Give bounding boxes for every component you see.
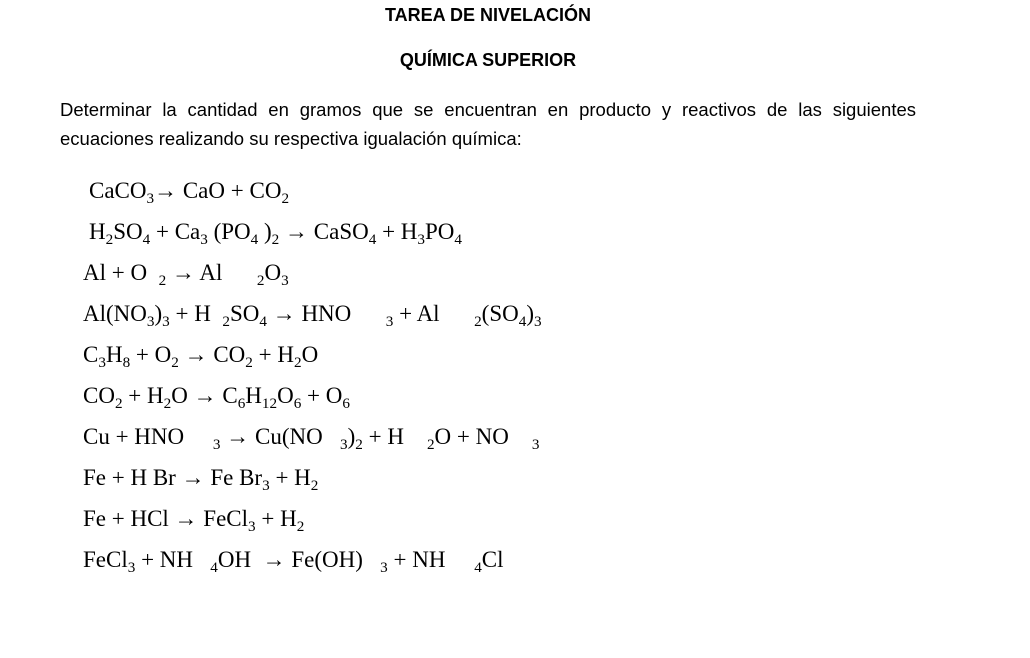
equation-text: SO: [113, 219, 143, 244]
equation-text: + H: [252, 342, 294, 367]
subscript: 6: [293, 394, 302, 412]
subscript: 4: [474, 558, 482, 576]
equation-text: + H: [255, 506, 297, 531]
subscript: 2: [245, 353, 253, 371]
subscript: 3: [281, 271, 289, 289]
subscript: 3: [127, 558, 136, 576]
subscript: 2: [158, 271, 167, 289]
equation-line: [83, 416, 542, 457]
equation-line: [83, 252, 542, 293]
equation-list: [83, 170, 542, 580]
subscript: 2: [296, 517, 305, 535]
subscript: 3: [380, 558, 388, 576]
subscript: 2: [426, 435, 435, 453]
subscript: 4: [518, 312, 527, 330]
subscript: 6: [237, 394, 246, 412]
equation-text: ): [258, 219, 272, 244]
equation-line: [83, 457, 542, 498]
subscript: 3: [385, 312, 394, 330]
equation-text: ): [526, 301, 534, 326]
subscript: 2: [293, 353, 302, 371]
equation-text: CaCO: [89, 178, 147, 203]
subscript: 2: [474, 312, 482, 330]
subscript: 12: [261, 394, 278, 412]
subscript: 3: [531, 435, 540, 453]
equation-text: C: [83, 342, 99, 367]
subscript: 4: [250, 230, 259, 248]
subscript: 3: [200, 230, 208, 248]
subscript: 3: [262, 476, 270, 494]
subscript: 3: [146, 189, 155, 207]
equation-text: + H: [169, 301, 223, 326]
document-subtitle: QUÍMICA SUPERIOR: [399, 50, 577, 70]
equation-text: Cu + HNO: [83, 424, 213, 449]
subscript: 2: [310, 476, 319, 494]
equation-text: + NH: [387, 547, 475, 572]
subscript: 4: [259, 312, 267, 330]
subscript: 3: [534, 312, 542, 330]
equation-text: OH → Fe(OH): [217, 547, 381, 572]
subscript: 2: [256, 271, 265, 289]
equation-text: Al + O: [83, 260, 159, 285]
subscript: 2: [114, 394, 123, 412]
equation-text: + H: [376, 219, 418, 244]
equation-line: [83, 293, 542, 334]
equation-text: + H: [362, 424, 427, 449]
instructions-paragraph: Determinar la cantidad en gramos que se encuentran en producto y reactivos de las siguientes ecuaciones realizando su respectiva igualación química:: [60, 99, 916, 149]
equation-line: [83, 375, 542, 416]
equation-text: → HNO: [266, 301, 386, 326]
subscript: 3: [162, 312, 170, 330]
subscript: 2: [105, 230, 114, 248]
equation-text: Fe + HCl → FeCl: [83, 506, 249, 531]
equation-text: (PO: [207, 219, 251, 244]
equation-text: ): [154, 301, 163, 326]
equation-text: + NH: [135, 547, 211, 572]
subscript: 2: [281, 189, 290, 207]
equation-text: H: [245, 383, 262, 408]
equation-text: H: [105, 342, 123, 367]
subscript: 3: [248, 517, 256, 535]
subscript: 3: [98, 353, 106, 371]
equation-text: O: [277, 383, 294, 408]
equation-text: → CaSO: [279, 219, 369, 244]
equation-text: O + NO: [434, 424, 532, 449]
equation-text: + O: [301, 383, 343, 408]
equation-text: + Al: [393, 301, 475, 326]
equation-text: + H: [269, 465, 311, 490]
equation-text: SO: [229, 301, 260, 326]
equation-text: ): [347, 424, 356, 449]
subscript: 3: [417, 230, 425, 248]
subscript: 3: [146, 312, 155, 330]
equation-text: Fe + H Br → Fe Br: [83, 465, 263, 490]
subscript: 3: [212, 435, 221, 453]
equation-text: (SO: [481, 301, 519, 326]
subscript: 8: [122, 353, 131, 371]
subscript: 4: [210, 558, 218, 576]
equation-text: Cl: [481, 547, 504, 572]
equation-text: + H: [122, 383, 164, 408]
equation-line: [83, 498, 542, 539]
subscript: 3: [339, 435, 348, 453]
equation-text: → Al: [166, 260, 257, 285]
equation-text: + Ca: [150, 219, 201, 244]
subscript: 2: [171, 353, 179, 371]
subscript: 2: [222, 312, 230, 330]
equation-text: O: [264, 260, 282, 285]
equation-text: O → C: [171, 383, 238, 408]
equation-line: [83, 334, 542, 375]
equation-text: → CO: [178, 342, 246, 367]
equation-text: + O: [130, 342, 172, 367]
equation-text: O: [301, 342, 319, 367]
equation-line: [83, 539, 542, 580]
subscript: 2: [163, 394, 172, 412]
subscript: 2: [271, 230, 280, 248]
equation-text: PO: [425, 219, 455, 244]
subscript: 6: [342, 394, 350, 412]
equation-text: → Cu(NO: [220, 424, 340, 449]
subscript: 4: [454, 230, 462, 248]
equation-line: [83, 170, 542, 211]
subscript: 4: [368, 230, 377, 248]
equation-text: → CaO + CO: [154, 178, 282, 203]
equation-text: FeCl: [83, 547, 128, 572]
document-title: TAREA DE NIVELACIÓN: [384, 5, 591, 25]
subscript: 4: [142, 230, 151, 248]
equation-text: Al(NO: [83, 301, 147, 326]
equation-line: [83, 211, 542, 252]
equation-text: H: [89, 219, 106, 244]
equation-text: CO: [83, 383, 115, 408]
subscript: 2: [355, 435, 363, 453]
